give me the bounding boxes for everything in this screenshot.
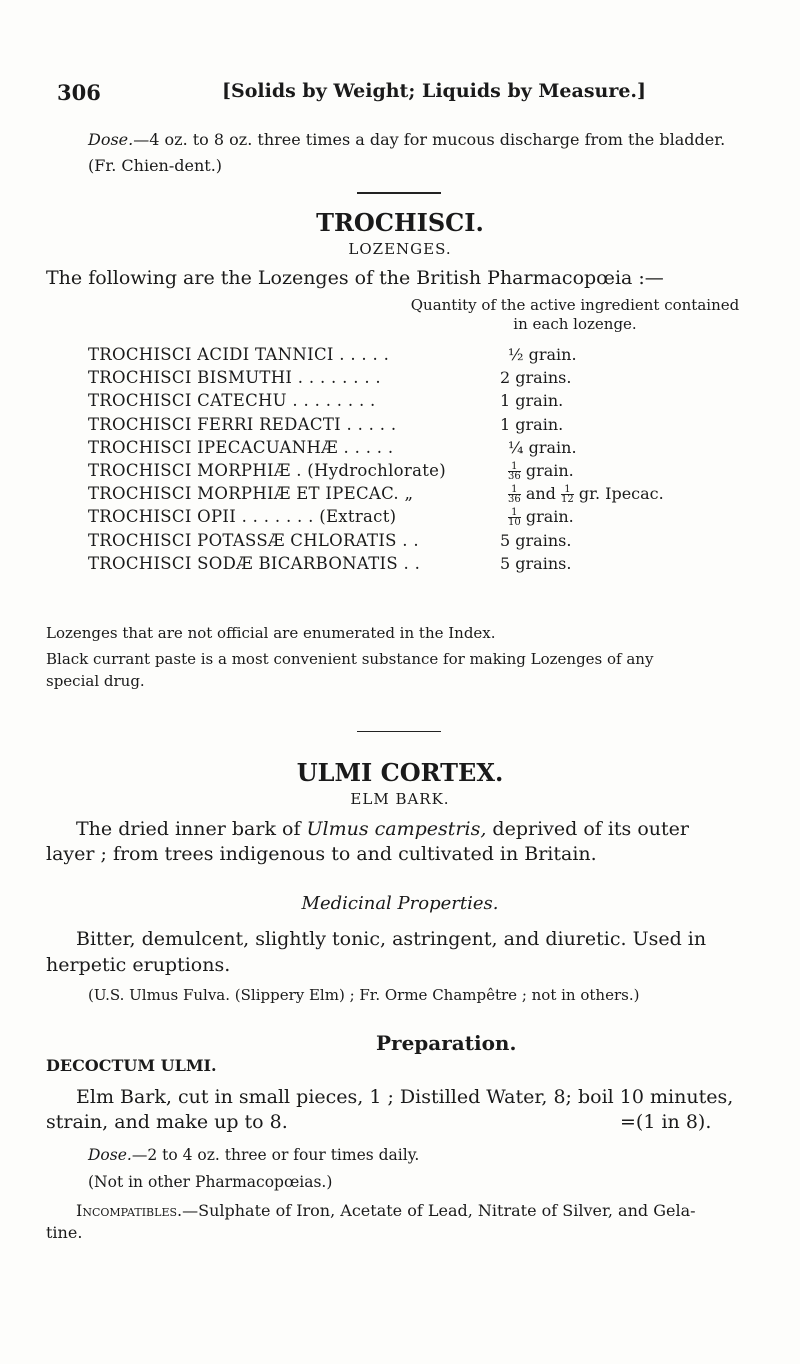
lozenge-quantity [500,415,563,434]
dose-label: Dose. [88,1146,132,1164]
previous-synonym: (Fr. Chien-dent.) [88,156,223,175]
incompatibles-label: Incompatibles. [76,1201,183,1220]
incompatibles-line2: tine. [46,1223,83,1242]
recipe-line1: Elm Bark, cut in small pieces, 1 ; Distilled Water, 8; boil 10 minutes, [76,1086,734,1108]
quantity-text: grain. [528,345,577,364]
medicinal-properties-heading: Medicinal Properties. [301,893,499,914]
lozenge-name: TROCHISCI OPII . . . . . . . (Extract) [88,507,397,527]
lozenge-name: TROCHISCI IPECACUANHÆ . . . . . [88,437,394,457]
lozenge-quantity [500,368,571,387]
quantity-text: 5 grains. [500,530,572,550]
lozenge-quantity [508,461,574,481]
previous-dose: Dose.—4 oz. to 8 oz. three times a day for mucous discharge from the bladder. [88,130,726,149]
ulmi-description-line1 [76,818,689,840]
running-title: [Solids by Weight; Liquids by Measure.] [222,80,647,102]
section-divider [357,192,441,194]
ulmi-title: ULMI CORTEX. [296,758,504,787]
recipe-line2: strain, and make up to 8. [46,1111,288,1133]
quantity-text-2: gr. Ipecac. [578,484,664,504]
lozenge-quantity [508,438,577,457]
lozenge-name: TROCHISCI MORPHIÆ . (Hydrochlorate) [88,461,446,480]
lozenge-name: TROCHISCI ACIDI TANNICI . . . . . [88,345,390,364]
quantity-text: grain. [525,507,574,527]
ulmi-description-line2: layer ; from trees indigenous to and cultivated in Britain. [46,843,597,865]
note-index: Lozenges that are not official are enumerated in the Index. [46,624,496,642]
properties-line2: herpetic eruptions. [46,954,231,976]
quantity-text: 1 grain. [500,391,564,411]
lozenge-name: TROCHISCI SODÆ BICARBONATIS . . [88,553,421,573]
lozenge-name: TROCHISCI CATECHU . . . . . . . . [88,391,376,411]
note-paste-line2: special drug. [46,672,145,690]
trochisci-intro: The following are the Lozenges of the British Pharmacopœia :— [46,267,664,289]
trochisci-subtitle: LOZENGES. [348,240,452,258]
lozenge-quantity [500,531,571,550]
ulmi-synonyms: (U.S. Ulmus Fulva. (Slippery Elm) ; Fr. Orme Champêtre ; not in others.) [88,986,640,1004]
incompatibles-text: —Sulphate of Iron, Acetate of Lead, Nitrate of Silver, and Gela- [182,1201,696,1220]
desc-part-c: deprived of its outer [486,818,689,840]
lozenge-name: TROCHISCI MORPHIÆ ET IPECAC. „ [88,484,414,504]
ulmi-dose [88,1146,419,1164]
quantity-fraction: $\frac{1}{36}$ [508,484,521,506]
quantity-text: 5 grains. [500,553,572,573]
quantity-fraction: ½ [508,345,524,364]
page-number: 306 [57,80,101,105]
lozenge-name: TROCHISCI FERRI REDACTI . . . . . [88,414,397,434]
lozenge-name: TROCHISCI BISMUTHI . . . . . . . . [88,368,381,388]
lozenge-quantity [508,484,664,504]
quantity-text: grain. [528,437,577,457]
incompatibles-line1 [76,1201,696,1220]
preparation-heading: Preparation. [376,1031,517,1055]
dose-text: —2 to 4 oz. three or four times daily. [131,1146,420,1164]
quantity-text: 1 grain. [500,414,564,434]
lozenge-quantity [500,391,563,410]
desc-species: Ulmus campestris, [306,818,487,840]
desc-part-a: The dried inner bark of [76,818,307,840]
trochisci-title: TROCHISCI. [316,208,484,237]
properties-line1: Bitter, demulcent, slightly tonic, astringent, and diuretic. Used in [76,928,707,950]
lozenge-quantity [500,554,571,573]
ulmi-subtitle: ELM BARK. [350,790,450,808]
quantity-text: 2 grains. [500,368,572,388]
quantity-fraction-2: $\frac{1}{12}$ [561,484,574,506]
quantity-fraction: $\frac{1}{36}$ [508,461,521,482]
lozenge-name: TROCHISCI POTASSÆ CHLORATIS . . [88,530,419,550]
section-divider-2 [357,731,441,732]
quantity-fraction: $\frac{1}{10}$ [508,507,521,529]
recipe-ratio: =(1 in 8). [620,1111,712,1133]
quantity-fraction: ¼ [508,437,524,457]
previous-dose-text: —4 oz. to 8 oz. three times a day for mucous discharge from the bladder. [133,130,726,149]
lozenge-quantity [508,507,574,527]
lozenge-quantity [508,345,577,364]
quantity-column-heading: Quantity of the active ingredient contained in each lozenge. [410,296,740,333]
decoction-name: DECOCTUM ULMI. [46,1056,217,1075]
note-paste-line1: Black currant paste is a most convenient substance for making Lozenges of any [46,650,654,668]
quantity-text: grain. [525,461,574,480]
quantity-text: and [525,484,556,504]
not-in-others: (Not in other Pharmacopœias.) [88,1173,333,1191]
